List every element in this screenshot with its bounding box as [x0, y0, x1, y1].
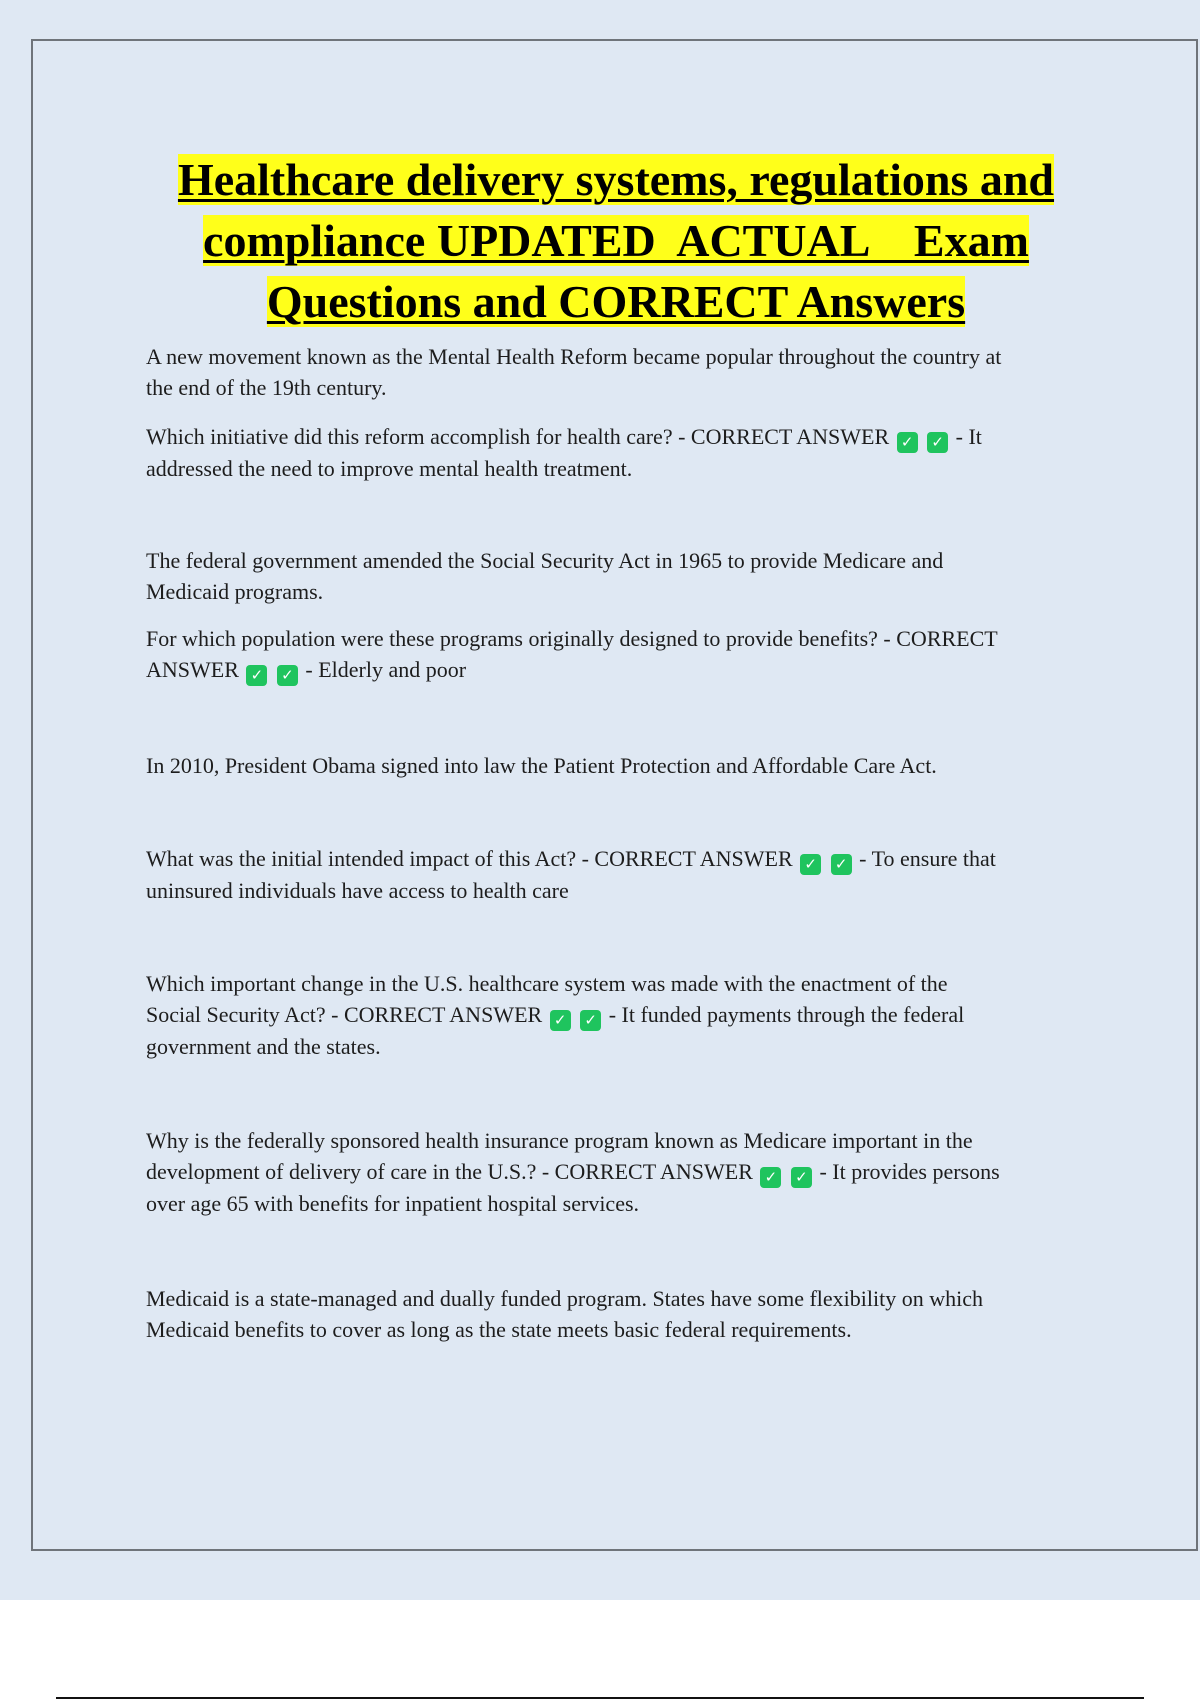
answer-text: - To ensure that	[859, 846, 996, 871]
title-line-1: Healthcare delivery systems, regulations and	[177, 154, 1055, 205]
question-text: development of delivery of care in the U.S.? - CORRECT ANSWER	[146, 1159, 753, 1184]
answer-text: - Elderly and poor	[305, 657, 467, 682]
paragraph-text: Medicaid benefits to cover as long as the state meets basic federal requirements.	[146, 1317, 852, 1342]
paragraph-social-security-amendment	[146, 545, 1096, 607]
check-mark-icon: ✓	[927, 432, 948, 453]
paragraph-text: the end of the 19th century.	[146, 375, 387, 400]
page-divider	[56, 1697, 1144, 1699]
answer-text: government and the states.	[146, 1034, 381, 1059]
paragraph-mental-health-reform	[146, 341, 1096, 403]
question-text: For which population were these programs originally designed to provide benefits? - CORRECT	[146, 626, 998, 651]
check-mark-icon: ✓	[277, 665, 298, 686]
qa-social-security-change	[146, 968, 1096, 1062]
paragraph-text: Medicaid is a state-managed and dually funded program. States have some flexibility on which	[146, 1286, 983, 1311]
answer-text: - It funded payments through the federal	[608, 1002, 965, 1027]
check-mark-icon: ✓	[246, 665, 267, 686]
paragraph-text: The federal government amended the Social Security Act in 1965 to provide Medicare and	[146, 548, 944, 573]
qa-reform-initiative	[146, 421, 1096, 484]
paragraph-medicaid	[146, 1283, 1096, 1345]
paragraph-affordable-care-act	[146, 750, 1096, 781]
paragraph-text: Medicaid programs.	[146, 579, 324, 604]
question-text: ANSWER	[146, 657, 239, 682]
qa-medicare-importance	[146, 1125, 1096, 1219]
answer-text: - It provides persons	[819, 1159, 1000, 1184]
document-title	[40, 149, 1192, 332]
check-mark-icon: ✓	[580, 1010, 601, 1031]
check-mark-icon: ✓	[800, 854, 821, 875]
question-text: Which important change in the U.S. healthcare system was made with the enactment of the	[146, 971, 948, 996]
paragraph-text: A new movement known as the Mental Health Reform became popular throughout the country at	[146, 344, 1002, 369]
check-mark-icon: ✓	[831, 854, 852, 875]
check-mark-icon: ✓	[897, 432, 918, 453]
question-text: What was the initial intended impact of this Act? - CORRECT ANSWER	[146, 846, 793, 871]
answer-text: addressed the need to improve mental health treatment.	[146, 456, 633, 481]
qa-program-population	[146, 623, 1096, 686]
title-line-2: compliance UPDATED ACTUAL Exam	[203, 215, 1029, 266]
question-text: Social Security Act? - CORRECT ANSWER	[146, 1002, 543, 1027]
title-line-3: Questions and CORRECT Answers	[266, 276, 966, 327]
paragraph-text: In 2010, President Obama signed into law the Patient Protection and Affordable Care Act.	[146, 753, 937, 778]
check-mark-icon: ✓	[760, 1167, 781, 1188]
qa-act-impact	[146, 843, 1096, 906]
answer-text: - It	[955, 424, 982, 449]
check-mark-icon: ✓	[791, 1167, 812, 1188]
question-text: Why is the federally sponsored health insurance program known as Medicare important in the	[146, 1128, 973, 1153]
check-mark-icon: ✓	[550, 1010, 571, 1031]
answer-text: uninsured individuals have access to health care	[146, 878, 569, 903]
answer-text: over age 65 with benefits for inpatient hospital services.	[146, 1191, 640, 1216]
question-text: Which initiative did this reform accomplish for health care? - CORRECT ANSWER	[146, 424, 890, 449]
